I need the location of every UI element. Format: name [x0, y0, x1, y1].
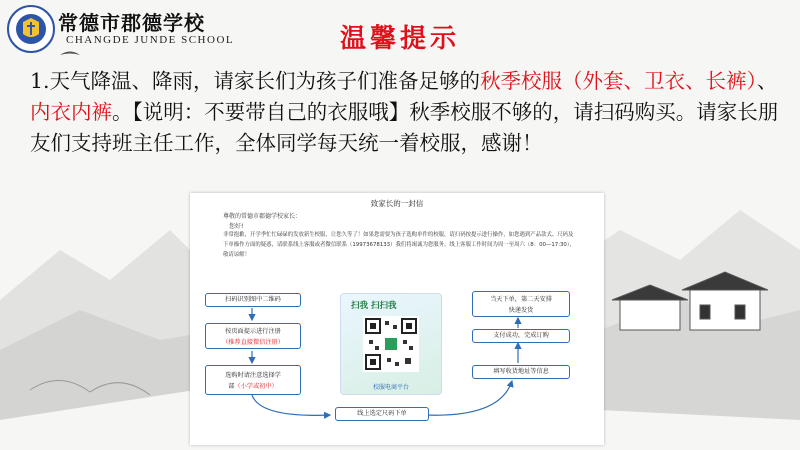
step-choose-size: [335, 407, 429, 421]
step-pay-label: 支付成功，完成订购: [493, 332, 549, 339]
qr-caption: 校服电商平台: [372, 384, 409, 391]
parent-letter-image: [190, 193, 604, 445]
notice-title: 温馨提示: [339, 24, 460, 54]
step-address-label: 填写收货地址等信息: [493, 368, 549, 375]
step-ship-label: 当天下单，第二天安排: [490, 296, 552, 303]
notice-highlight-underwear: 内衣内裤: [30, 100, 112, 124]
qr-code-card: [340, 293, 442, 395]
step-register-hint: （推荐直接微信注册）: [222, 339, 284, 346]
notice-paragraph: [30, 66, 782, 159]
step-select-division: [205, 365, 301, 395]
step-register-label: 按页面提示进行注册: [225, 328, 281, 335]
step-scan-qr: [205, 293, 301, 307]
notice-text: 1.天气降温、降雨，请家长们为孩子们准备足够的: [30, 69, 481, 93]
letter-greeting: 尊敬的常德市郡德学校家长：: [223, 213, 302, 220]
step-select-label: 部: [228, 383, 235, 390]
letter-body: 非常抱歉，开学季忙忙碌碌的发放新生校服，让您久等了！如果您需要为孩子选购单件的校服，请扫码按提示进行操作，如您遇到产品款式、尺码及下单操作方面的疑惑，请联系线上客服或者微信联系（19973678133）我们将竭诚为您服务。线上客服工作时间为周一至周六（8：00—17:30），敬请谅解！: [223, 232, 575, 258]
step-shipping: [472, 291, 570, 317]
notice-highlight-uniform: 秋季校服（外套、卫衣、长裤）: [480, 69, 757, 93]
qr-headline: 扫我 扫扫我: [351, 301, 397, 311]
step-size-label: 线上选定尺码下单: [357, 410, 407, 417]
step-select-hint: （小学或初中）: [234, 383, 278, 390]
school-name-chinese: 常德市郡德学校: [58, 11, 205, 35]
step-fill-address: [472, 365, 570, 379]
letter-title: 致家长的一封信: [370, 199, 424, 208]
step-select-label: 选购时请注意选择学: [225, 372, 281, 379]
step-ship-label: 快递发货: [508, 307, 534, 314]
qr-code-icon: [363, 316, 419, 372]
school-name-english: CHANGDE JUNDE SCHOOL: [66, 34, 235, 46]
notice-text: 。【说明：不要带自己的衣服哦】秋季校服不够的，请扫码购买。请家长朋友们支持班主任工作，全体同学每天统一着校服，感谢！: [30, 100, 779, 155]
step-payment: [472, 329, 570, 343]
notice-text: 、: [756, 69, 778, 93]
step-scan-label: 扫码识别图中二维码: [225, 296, 281, 303]
letter-hello: 您好!: [229, 223, 244, 230]
step-register: [205, 323, 301, 349]
